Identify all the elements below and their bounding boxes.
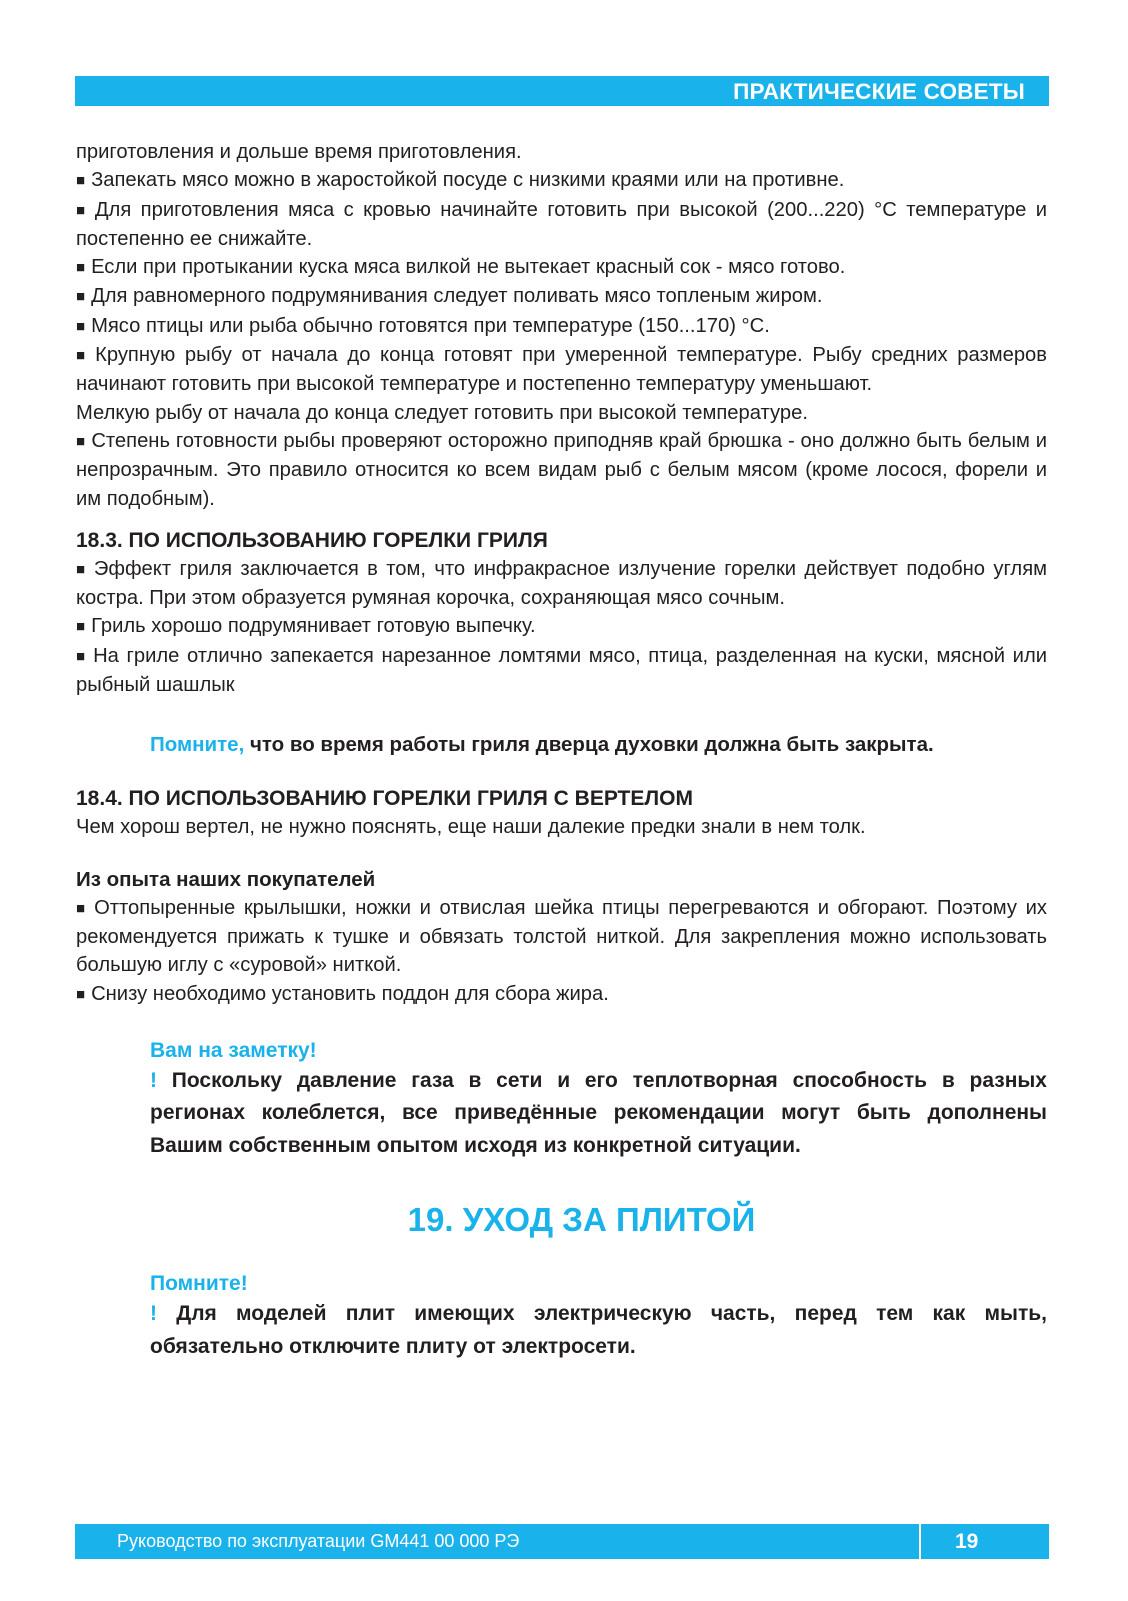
note-body: [150, 1065, 1047, 1163]
bullet-text: Запекать мясо можно в жаростойкой посуде с низкими краями или на противне.: [91, 169, 845, 192]
bullet-paragraph: [76, 894, 1047, 980]
bullet-paragraph: [76, 341, 1047, 399]
note-title: Помните!: [150, 1272, 248, 1296]
note-text: что во время работы гриля дверца духовки должна быть закрыта.: [244, 733, 934, 757]
note-title: Вам на заметку!: [150, 1038, 317, 1062]
bullet-text: Мясо птицы или рыба обычно готовятся при температуре (150...170) °С.: [91, 314, 770, 337]
bullet-paragraph: [76, 196, 1047, 254]
bullet-paragraph: [76, 282, 1047, 311]
bullet-text: Крупную рыбу от начала до конца готовят при умеренной температуре. Рыбу средних размеров начинают готовить при высокой температуре и постепенно температуру уменьшают.: [76, 344, 1047, 396]
bullet-text: Для равномерного подрумянивания следует поливать мясо топленым жиром.: [91, 285, 823, 308]
bullet-paragraph: [76, 555, 1047, 613]
note-text: Для моделей плит имеющих электрическую часть, перед тем как мыть, обязательно отключите плиту от электросети.: [150, 1302, 1047, 1358]
page-number: 19: [955, 1530, 979, 1553]
bullet-paragraph: [76, 427, 1047, 513]
section-heading-18-3: 18.3. ПО ИСПОЛЬЗОВАНИЮ ГОРЕЛКИ ГРИЛЯ: [76, 528, 548, 552]
footer-divider: [919, 1524, 921, 1559]
bullet-text: Для приготовления мяса с кровью начинайте готовить при высокой (200...220) °С температуре и постепенно ее снижайте.: [76, 198, 1047, 250]
header-title: ПРАКТИЧЕСКИЕ СОВЕТЫ: [733, 79, 1025, 104]
paragraph: приготовления и дольше время приготовления.: [76, 141, 522, 163]
footer-manual-title: Руководство по эксплуатации GM441 00 000 РЭ: [117, 1531, 520, 1551]
note-block-remark: [150, 1037, 1047, 1163]
section-heading-18-4: 18.4. ПО ИСПОЛЬЗОВАНИЮ ГОРЕЛКИ ГРИЛЯ С ВЕРТЕЛОМ: [76, 787, 693, 811]
exclamation-mark: !: [150, 1068, 157, 1092]
paragraph: Мелкую рыбу от начала до конца следует готовить при высокой температуре.: [76, 401, 808, 424]
page-content: [76, 138, 1047, 1363]
note-block-remember: [150, 1270, 1047, 1363]
bullet-text: Степень готовности рыбы проверяют осторожно приподняв край брюшка - оно должно быть белым и непрозрачным. Это правило относится ко всем видам рыб с белым мясом (кроме лосося, форели и им подобным).: [76, 429, 1047, 510]
note-text: Поскольку давление газа в сети и его теплотворная способность в разных регионах колеблется, все приведённые рекомендации могут быть дополнены Вашим собственным опытом исходя из конкретной ситуации.: [150, 1068, 1047, 1157]
bullet-text: Оттопыренные крылышки, ножки и отвислая шейка птицы перегреваются и обгорают. Поэтому их рекомендуется прижать к тушке и обвязать толстой ниткой. Для закрепления можно использовать большую иглу с «суровой» ниткой.: [76, 896, 1048, 977]
section-title-19: 19. УХОД ЗА ПЛИТОЙ: [407, 1201, 756, 1239]
note-lead: Помните,: [150, 733, 245, 757]
exclamation-mark: !: [150, 1302, 157, 1326]
bullet-text: На гриле отлично запекается нарезанное ломтями мясо, птица, разделенная на куски, мясной или рыбный шашлык: [76, 644, 1047, 697]
bullet-paragraph: [76, 166, 1047, 195]
bullet-text: Гриль хорошо подрумянивает готовую выпечку.: [91, 615, 536, 638]
header-bar: [75, 76, 1049, 106]
bullet-text: Снизу необходимо установить поддон для сбора жира.: [91, 982, 609, 1005]
bullet-paragraph: [76, 980, 1047, 1009]
note-body: [150, 1298, 1047, 1363]
grill-door-note: [150, 731, 1047, 759]
bullet-paragraph: [76, 612, 1047, 641]
bullet-text: Эффект гриля заключается в том, что инфракрасное излучение горелки действует подобно углям костра. При этом образуется румяная корочка, сохраняющая мясо сочным.: [76, 557, 1048, 610]
footer-bar: [75, 1524, 1049, 1559]
bullet-text: Если при протыкании куска мяса вилкой не вытекает красный сок - мясо готово.: [91, 256, 846, 279]
bullet-paragraph: [76, 312, 1047, 341]
paragraph: Чем хорош вертел, не нужно пояснять, еще наши далекие предки знали в нем толк.: [76, 816, 866, 839]
sub-heading: Из опыта наших покупателей: [76, 867, 376, 891]
bullet-paragraph: [76, 642, 1047, 700]
bullet-paragraph: [76, 253, 1047, 282]
